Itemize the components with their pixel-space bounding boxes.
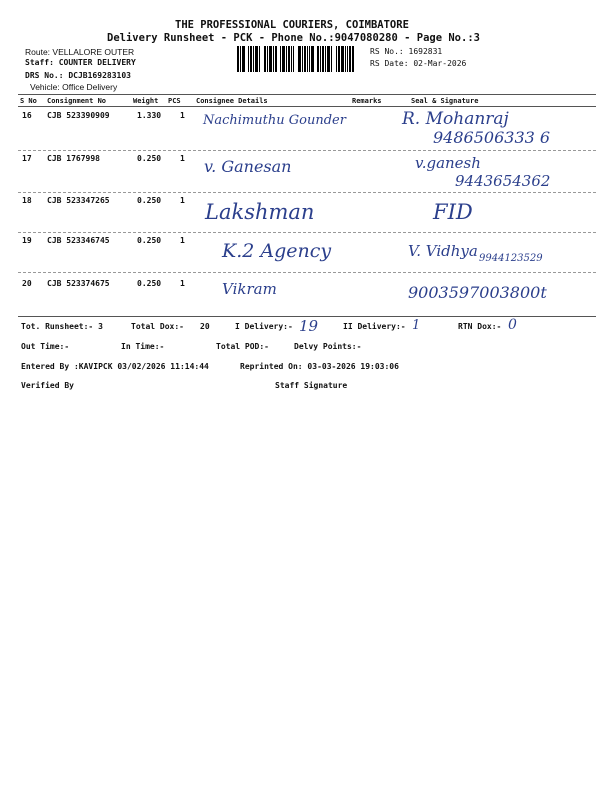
- rs-date: RS Date: 02-Mar-2026: [370, 59, 467, 68]
- delvy-points-label: Delvy Points:-: [294, 342, 362, 351]
- col-consignment: Consignment No: [47, 97, 107, 105]
- row-divider: [18, 232, 596, 233]
- reprinted-on: Reprinted On: 03-03-2026 19:03:06: [240, 362, 399, 371]
- drs-number: DRS No.: DCJB169283103: [25, 71, 131, 80]
- verified-by: Verified By: [21, 381, 74, 390]
- row-divider: [18, 192, 596, 193]
- company-name: THE PROFESSIONAL COURIERS, COIMBATORE: [175, 19, 409, 31]
- vehicle-text: Vehicle: Office Delivery: [30, 82, 118, 92]
- signature-handwriting: 9003597003800t: [408, 283, 547, 302]
- table-header-rule: [18, 106, 596, 107]
- col-weight: Weight: [133, 97, 159, 105]
- rtn-dox-handwriting: 0: [508, 317, 517, 333]
- signature-handwriting: V. Vidhya: [408, 242, 478, 260]
- total-pod-label: Total POD:-: [216, 342, 269, 351]
- col-remarks: Remarks: [352, 97, 382, 105]
- row-consignment: CJB 523347265: [47, 196, 110, 205]
- row-consignment: CJB 523374675: [47, 279, 110, 288]
- row-weight: 1.330: [137, 111, 162, 120]
- total-dox-label: Total Dox:-: [131, 322, 184, 331]
- barcode-graphic: [237, 46, 365, 72]
- row-divider: [18, 150, 596, 151]
- row-pcs: 1: [180, 111, 185, 120]
- phone-handwriting: 9486506333 6: [433, 128, 551, 147]
- row-sno: 20: [22, 279, 32, 288]
- col-consignee: Consignee Details: [196, 97, 268, 105]
- row-consignment: CJB 523346745: [47, 236, 110, 245]
- row-consignment: CJB 523390909: [47, 111, 110, 120]
- col-seal-signature: Seal & Signature: [411, 97, 479, 105]
- row-sno: 16: [22, 111, 32, 120]
- row-consignment: CJB 1767998: [47, 154, 100, 163]
- phone-handwriting: 9443654362: [455, 172, 551, 190]
- row-pcs: 1: [180, 196, 185, 205]
- in-time-label: In Time:-: [121, 342, 165, 351]
- rs-number: RS No.: 1692831: [370, 47, 443, 56]
- route-text: Route: VELLALORE OUTER: [25, 47, 135, 57]
- row-weight: 0.250: [137, 236, 162, 245]
- out-time-label: Out Time:-: [21, 342, 70, 351]
- signature-handwriting: R. Mohanraj: [402, 109, 509, 129]
- i-delivery-label: I Delivery:-: [235, 322, 293, 331]
- row-pcs: 1: [180, 279, 185, 288]
- ii-delivery-handwriting: 1: [412, 318, 421, 333]
- row-weight: 0.250: [137, 154, 162, 163]
- row-divider: [18, 272, 596, 273]
- consignee-handwriting: v. Ganesan: [204, 157, 292, 176]
- col-sno: S No: [20, 97, 37, 105]
- table-top-rule: [18, 94, 596, 95]
- row-sno: 18: [22, 196, 32, 205]
- total-dox-value: 20: [200, 322, 210, 331]
- signature-handwriting: FID: [433, 200, 473, 224]
- row-weight: 0.250: [137, 279, 162, 288]
- staff-signature: Staff Signature: [275, 381, 348, 390]
- runsheet-subtitle: Delivery Runsheet - PCK - Phone No.:9047080280 - Page No.:3: [107, 32, 480, 44]
- rtn-dox-label: RTN Dox:-: [458, 322, 502, 331]
- ii-delivery-label: II Delivery:-: [343, 322, 406, 331]
- col-pcs: PCS: [168, 97, 181, 105]
- signature-handwriting: v.ganesh: [415, 154, 481, 172]
- consignee-handwriting: K.2 Agency: [222, 240, 332, 262]
- entered-by: Entered By :KAVIPCK 03/02/2026 11:14:44: [21, 362, 209, 371]
- consignee-handwriting: Lakshman: [205, 200, 315, 224]
- row-sno: 17: [22, 154, 32, 163]
- row-pcs: 1: [180, 154, 185, 163]
- staff-text: Staff: COUNTER DELIVERY: [25, 58, 136, 67]
- total-runsheet: Tot. Runsheet:- 3: [21, 322, 103, 331]
- row-weight: 0.250: [137, 196, 162, 205]
- i-delivery-handwriting: 19: [299, 317, 319, 335]
- consignee-handwriting: Nachimuthu Gounder: [203, 113, 346, 128]
- phone-handwriting: 9944123529: [479, 253, 543, 264]
- row-sno: 19: [22, 236, 32, 245]
- row-pcs: 1: [180, 236, 185, 245]
- consignee-handwriting: Vikram: [222, 280, 277, 298]
